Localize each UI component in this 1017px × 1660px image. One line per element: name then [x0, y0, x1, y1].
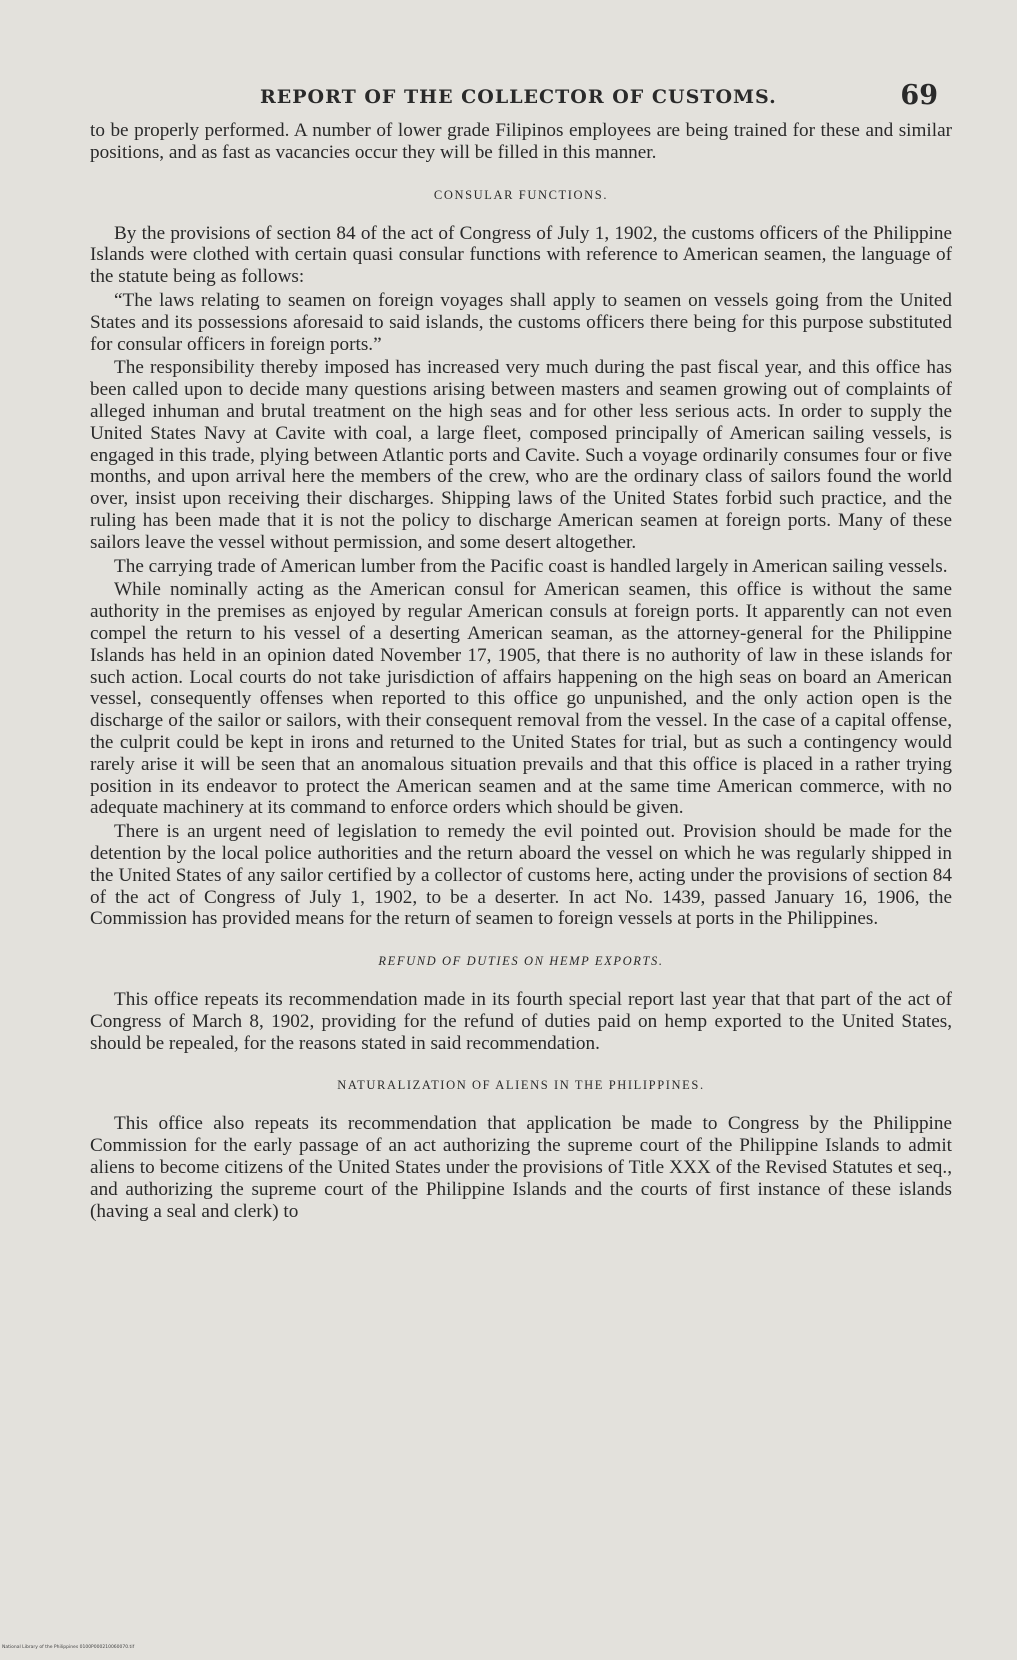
- section-heading-naturalization: NATURALIZATION OF ALIENS IN THE PHILIPPINES.: [337, 1078, 705, 1093]
- paragraph-statute-quote: “The laws relating to seamen on foreign voyages shall apply to seamen on vessels going from the United States and its possessions aforesaid to said islands, the customs officers there being for this purpose substituted for consular officers in foreign ports.”: [90, 289, 952, 355]
- section-heading-hemp-refund: REFUND OF DUTIES ON HEMP EXPORTS.: [378, 954, 664, 969]
- paragraph-consul-authority: While nominally acting as the American consul for American seamen, this office is without the same authority in the premises as enjoyed by regular American consuls at foreign ports. It apparently can not even compel the return to his vessel of a deserting American seaman, as the attorney-general for the Philippine Islands has held in an opinion dated November 17, 1905, that there is no authority of law in these islands for such action. Local courts do not take jurisdiction of affairs happening on the high seas on board an American vessel, consequently offenses when reported to this office go unpunished, and the only action open is the discharge of the sailor or sailors, with their consequent removal from the vessel. In the case of a capital offense, the culprit could be kept in irons and returned to the United States for trial, but as such a contingency would rarely arise it will be seen that an anomalous situation prevails and that this office is placed in a rather trying position in its endeavor to protect the American seamen and at the same time American commerce, with no adequate machinery at its command to enforce orders which should be given.: [90, 579, 952, 819]
- page-number: 69: [900, 80, 938, 111]
- paragraph-responsibility: The responsibility thereby imposed has increased very much during the past fiscal year, and this office has been called upon to decide many questions arising between masters and seamen growing out of complaints of alleged inhuman and brutal treatment on the high seas and for other less serious acts. In order to supply the United States Navy at Cavite with coal, a large fleet, composed principally of American sailing vessels, is engaged in this trade, plying between Atlantic ports and Cavite. Such a voyage ordinarily consumes four or five months, and upon arrival here the members of the crew, who are the ordinary class of sailors found the world over, insist upon receiving their discharges. Shipping laws of the United States forbid such practice, and the ruling has been made that it is not the policy to discharge American seamen at foreign ports. Many of these sailors leave the vessel without permission, and some desert altogether.: [90, 357, 952, 553]
- running-head-title: REPORT OF THE COLLECTOR OF CUSTOMS.: [260, 86, 777, 108]
- paragraph-lumber-trade: The carrying trade of American lumber from the Pacific coast is handled largely in American sailing vessels.: [114, 555, 948, 577]
- paragraph-legislation-need: There is an urgent need of legislation to remedy the evil pointed out. Provision should be made for the detention by the local police authorities and the return aboard the vessel on which he was regularly shipped in the United States of any sailor certified by a collector of customs here, acting under the provisions of section 84 of the act of Congress of July 1, 1902, to be a deserter. In act No. 1439, passed January 16, 1906, the Commission has provided means for the return of seamen to foreign vessels at ports in the Philippines.: [90, 821, 952, 930]
- page-content: [90, 80, 952, 1222]
- paragraph-naturalization: This office also repeats its recommendation that application be made to Congress by the Philippine Commission for the early passage of an act authorizing the supreme court of the Philippine Islands to admit aliens to become citizens of the United States under the provisions of Title XXX of the Revised Statutes et seq., and authorizing the supreme court of the Philippine Islands and the courts of first instance of these islands (having a seal and clerk) to: [90, 1113, 952, 1222]
- scan-footer-label: National Library of the Philippines 0100P000210060070.tif: [2, 1645, 135, 1650]
- paragraph-consular-intro: By the provisions of section 84 of the act of Congress of July 1, 1902, the customs officers of the Philippine Islands were clothed with certain quasi consular functions with reference to American seamen, the language of the statute being as follows:: [90, 222, 952, 288]
- running-head: [90, 80, 952, 120]
- paragraph-continuation: to be properly performed. A number of lower grade Filipinos employees are being trained for these and similar positions, and as fast as vacancies occur they will be filled in this manner.: [90, 120, 952, 163]
- paragraph-hemp-refund: This office repeats its recommendation made in its fourth special report last year that that part of the act of Congress of March 8, 1902, providing for the refund of duties paid on hemp exported to the United States, should be repealed, for the reasons stated in said recommendation.: [90, 989, 952, 1054]
- section-heading-consular-functions: CONSULAR FUNCTIONS.: [433, 187, 609, 202]
